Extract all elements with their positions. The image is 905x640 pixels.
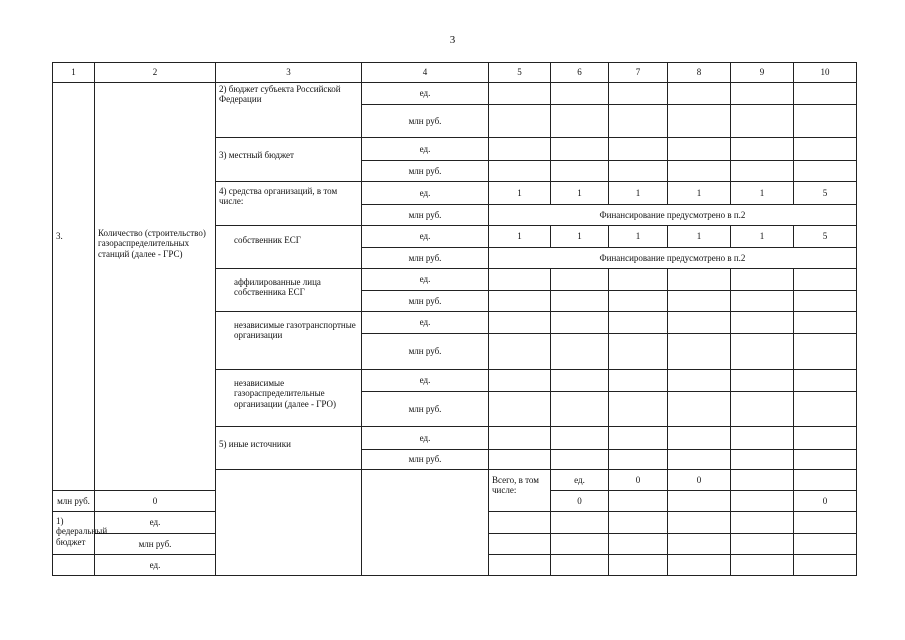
- value-cell: 1: [668, 226, 731, 248]
- value-cell: 1: [668, 182, 731, 205]
- unit-cell: млн руб.: [362, 161, 489, 182]
- value-cell: [731, 491, 794, 512]
- row-indicator-name: Количество (строительство) газораспределительных станций (далее - ГРС): [95, 83, 216, 491]
- value-cell: 1: [551, 182, 609, 205]
- source-regional-budget: 2) бюджет субъекта Российской Федерации: [216, 83, 362, 138]
- value-cell: 1: [609, 182, 668, 205]
- value-cell: 0: [609, 470, 668, 491]
- unit-cell: ед.: [95, 512, 216, 534]
- source-esg-owner: собственник ЕСГ: [216, 226, 362, 269]
- value-cell: [668, 491, 731, 512]
- header-cell: 6: [551, 63, 609, 83]
- financing-note: Финансирование предусмотрено в п.2: [489, 248, 857, 269]
- unit-cell: ед.: [551, 470, 609, 491]
- unit-cell: млн руб.: [362, 450, 489, 470]
- unit-cell: млн руб.: [362, 105, 489, 138]
- value-cell: [794, 470, 857, 491]
- header-cell: 9: [731, 63, 794, 83]
- unit-cell: млн руб.: [362, 291, 489, 312]
- unit-cell: млн руб.: [362, 248, 489, 269]
- unit-cell: ед.: [362, 427, 489, 450]
- row-number: 3.: [53, 83, 95, 491]
- value-cell: 0: [551, 491, 609, 512]
- value-cell: 5: [794, 182, 857, 205]
- header-cell: 2: [95, 63, 216, 83]
- value-cell: 1: [609, 226, 668, 248]
- source-organization-funds: 4) средства организаций, в том числе:: [216, 182, 362, 226]
- value-cell: 1: [731, 226, 794, 248]
- unit-cell: ед.: [362, 226, 489, 248]
- page-number: 3: [449, 34, 456, 46]
- unit-cell: ед.: [95, 555, 216, 576]
- unit-cell: млн руб.: [362, 392, 489, 427]
- unit-cell: млн руб.: [53, 491, 95, 512]
- value-cell: [609, 491, 668, 512]
- unit-cell: млн руб.: [362, 334, 489, 370]
- header-cell: 4: [362, 63, 489, 83]
- unit-cell: млн руб.: [362, 205, 489, 226]
- source-local-budget: 3) местный бюджет: [216, 138, 362, 182]
- header-cell: 10: [794, 63, 857, 83]
- source-total: Всего, в том числе:: [489, 470, 551, 512]
- value-cell: 0: [95, 491, 216, 512]
- header-cell: 1: [53, 63, 95, 83]
- value-cell: 5: [794, 226, 857, 248]
- unit-cell: ед.: [362, 370, 489, 392]
- unit-cell: ед.: [362, 182, 489, 205]
- source-other: 5) иные источники: [216, 427, 362, 470]
- header-cell: 8: [668, 63, 731, 83]
- value-cell: [731, 470, 794, 491]
- unit-cell: ед.: [362, 312, 489, 334]
- value-cell: 1: [551, 226, 609, 248]
- unit-cell: млн руб.: [95, 534, 216, 555]
- value-cell: 1: [489, 226, 551, 248]
- unit-cell: ед.: [362, 138, 489, 161]
- source-affiliated-persons: аффилированные лица собственника ЕСГ: [216, 269, 362, 312]
- source-independent-distribution: независимые газораспределительные организации (далее - ГРО): [216, 370, 362, 427]
- unit-cell: ед.: [362, 269, 489, 291]
- value-cell: 0: [668, 470, 731, 491]
- value-cell: 0: [794, 491, 857, 512]
- table-row: [53, 83, 857, 105]
- financing-note: Финансирование предусмотрено в п.2: [489, 205, 857, 226]
- header-cell: 3: [216, 63, 362, 83]
- source-federal-budget: 1) федеральный бюджет: [53, 512, 95, 555]
- source-independent-transport: независимые газотранспортные организации: [216, 312, 362, 370]
- unit-cell: ед.: [362, 83, 489, 105]
- budget-table: [52, 62, 857, 576]
- header-cell: 7: [609, 63, 668, 83]
- header-cell: 5: [489, 63, 551, 83]
- value-cell: 1: [731, 182, 794, 205]
- header-row: [53, 63, 857, 83]
- value-cell: 1: [489, 182, 551, 205]
